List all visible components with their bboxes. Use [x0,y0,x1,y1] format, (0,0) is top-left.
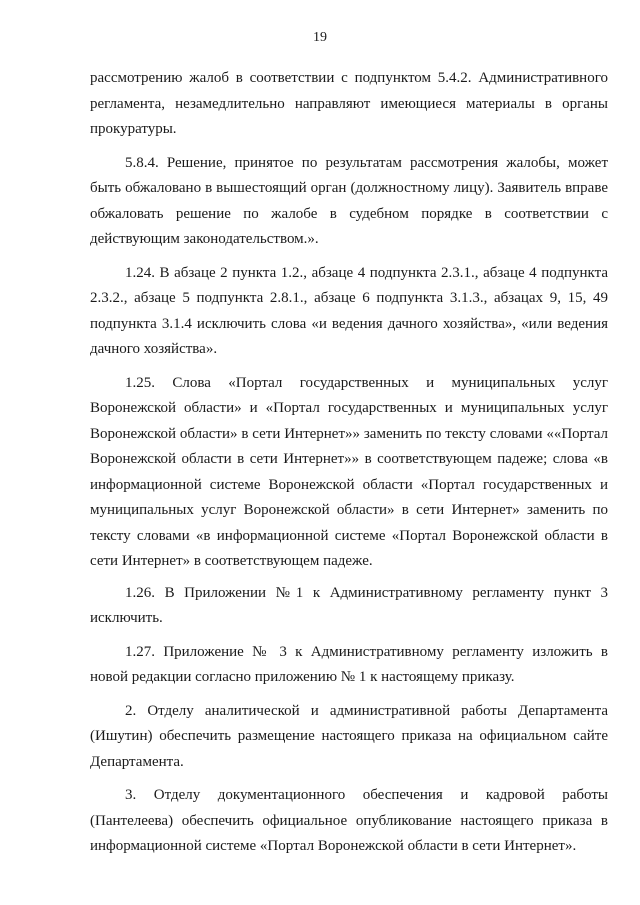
page-number: 19 [313,30,327,45]
paragraph-5-8-4: 5.8.4. Решение, принятое по результатам рассмотрения жалобы, может быть обжаловано в вышестоящий орган (должностному лицу). Заявитель вправе обжаловать решение по жалобе в судебном порядке в соответствии с действующим законодательством.». [90,154,608,247]
paragraph-1-25: 1.25. Слова «Портал государственных и муниципальных услуг Воронежской области» и «Портал государственных и муниципальных услуг Воронежской области» в сети Интернет»» заменить по тексту словами ««Портал Воронежской области в сети Интернет»» в соответствующем падеже; слова «в информационной системе Воронежской области «Портал государственных и муниципальных услуг Воронежской области» в сети Интернет» заменить по тексту словами «в информационной системе «Портал Воронежской области в сети Интернет» в соответствующем падеже. [90,374,608,569]
document-body [90,66,608,868]
paragraph-1-24: 1.24. В абзаце 2 пункта 1.2., абзаце 4 подпункта 2.3.1., абзаце 4 подпункта 2.3.2., абзаце 5 подпункта 2.8.1., абзаце 6 подпункта 3.1.3., абзацах 9, 15, 49 подпункта 3.1.4 исключить слова «и ведения дачного хозяйства», «или ведения дачного хозяйства». [90,264,608,357]
paragraph-1-27: 1.27. Приложение № 3 к Административному регламенту изложить в новой редакции согласно приложению № 1 к настоящему приказу. [90,643,608,685]
paragraph-continuation: рассмотрению жалоб в соответствии с подпунктом 5.4.2. Административного регламента, незамедлительно направляют имеющиеся материалы в органы прокуратуры. [90,70,608,137]
paragraph-2: 2. Отделу аналитической и административной работы Департамента (Ишутин) обеспечить размещение настоящего приказа на официальном сайте Департамента. [90,702,608,770]
paragraph-1-26: 1.26. В Приложении №1 к Административному регламенту пункт 3 исключить. [90,584,608,626]
paragraph-3: 3. Отделу документационного обеспечения и кадровой работы (Пантелеева) обеспечить официальное опубликование настоящего приказа в информационной системе «Портал Воронежской области в сети Интернет». [90,787,608,854]
